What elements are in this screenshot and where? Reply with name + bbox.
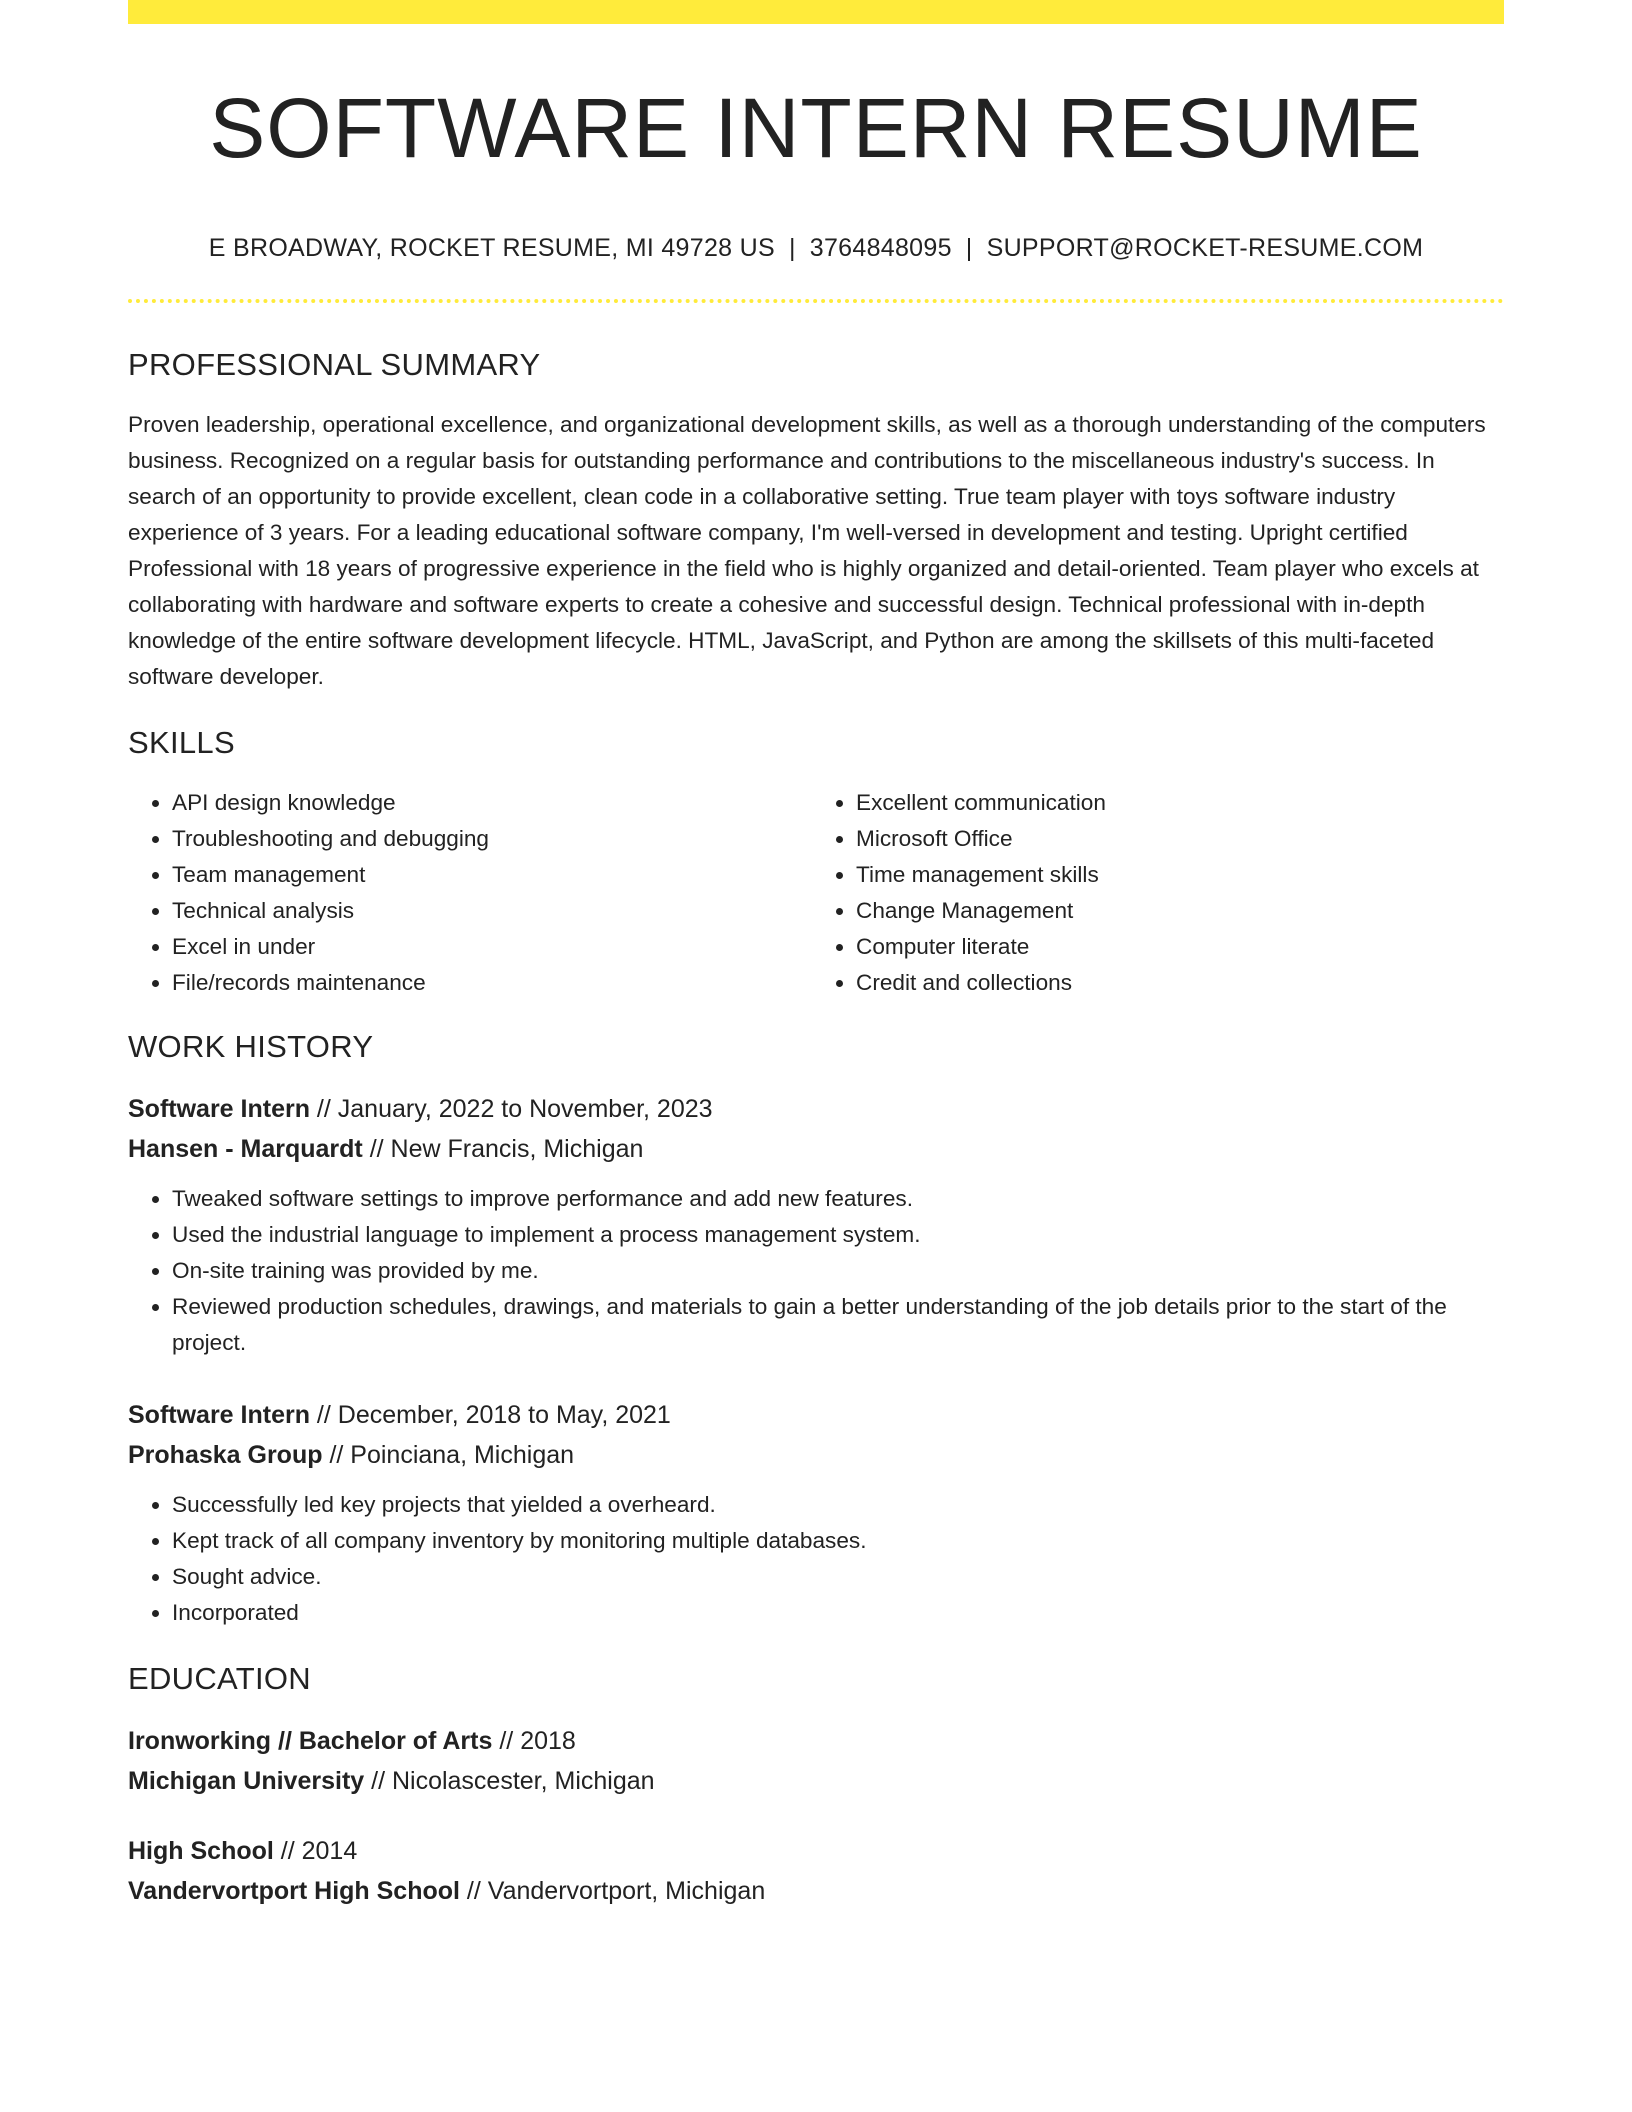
education-entry [128,1721,1504,1801]
education-degree-line [128,1831,1504,1871]
dotted-divider [128,299,1504,303]
skill-item: • File/records maintenance [172,965,806,1001]
education-location: // Vandervortport, Michigan [459,1877,766,1906]
work-history-heading: WORK HISTORY [128,1029,374,1065]
job-bullet: • Used the industrial language to implement a process management system. [172,1217,1504,1253]
resume-title: SOFTWARE INTERN RESUME [209,81,1423,175]
skill-item: • Troubleshooting and debugging [172,821,806,857]
education-school: Michigan University [128,1767,365,1796]
education-location: // Nicolascester, Michigan [364,1767,655,1796]
education-degree: Ironworking // Bachelor of Arts [128,1727,493,1756]
job-bullets [128,1181,1504,1361]
job-company-line [128,1129,1504,1169]
contact-separator: | [965,234,973,263]
job-title: Software Intern [128,1095,310,1124]
skill-item: • API design knowledge [172,785,806,821]
contact-line [128,234,1504,263]
skill-item: • Credit and collections [856,965,1490,1001]
summary-text: Proven leadership, operational excellence, and organizational development skills, as well as a thorough understanding of the computers business. Recognized on a regular basis for outstanding performance and contributions to the miscellaneous industry's success. In search of an opportunity to provide excellent, clean code in a collaborative setting. True team player with toys software industry experience of 3 years. For a leading educational software company, I'm well-versed in development and testing. Upright certified Professional with 18 years of progressive experience in the field who is highly organized and detail-oriented. Team player who excels at collaborating with hardware and software experts to create a cohesive and successful design. Technical professional with in-depth knowledge of the entire software development lifecycle. HTML, JavaScript, and Python are among the skillsets of this multi-faceted software developer. [128,412,1486,690]
skills-column-left [128,785,806,1001]
skill-item: • Change Management [856,893,1490,929]
job-dates: // December, 2018 to May, 2021 [309,1401,671,1430]
job-bullet: • Successfully led key projects that yielded a overheard. [172,1487,1504,1523]
education-school: Vandervortport High School [128,1877,460,1906]
education-year: // 2018 [492,1727,576,1756]
job-title-line [128,1089,1504,1129]
education-heading: EDUCATION [128,1661,311,1697]
contact-phone: 3764848095 [809,234,952,263]
contact-separator: | [788,234,796,263]
job-bullets [128,1487,1504,1631]
resume-page [128,0,1504,1911]
skill-item: • Team management [172,857,806,893]
job-dates: // January, 2022 to November, 2023 [309,1095,713,1124]
job-bullet: • Reviewed production schedules, drawings, and materials to gain a better understanding of the job details prior to the start of the project. [172,1289,1504,1361]
skill-item: • Computer literate [856,929,1490,965]
skills-column-right [806,785,1490,1001]
contact-address: E BROADWAY, ROCKET RESUME, MI 49728 US [208,234,775,263]
job-entry [128,1089,1504,1361]
skill-item: • Technical analysis [172,893,806,929]
education-degree: High School [128,1837,274,1866]
job-bullet: • On-site training was provided by me. [172,1253,1504,1289]
job-entry [128,1395,1504,1631]
education-degree-line [128,1721,1504,1761]
education-year: // 2014 [273,1837,358,1866]
skills-list [128,785,1504,1001]
accent-top-bar [128,0,1504,24]
job-company: Hansen - Marquardt [128,1135,363,1164]
skill-item: • Microsoft Office [856,821,1490,857]
job-location: // New Francis, Michigan [362,1135,644,1164]
skill-item: • Excellent communication [856,785,1490,821]
education-entry [128,1831,1504,1911]
skills-heading: SKILLS [128,725,235,761]
job-title: Software Intern [128,1401,310,1430]
education-school-line [128,1761,1504,1801]
job-title-line [128,1395,1504,1435]
education-school-line [128,1871,1504,1911]
skill-item: • Time management skills [856,857,1490,893]
contact-email: SUPPORT@ROCKET-RESUME.COM [986,234,1424,263]
job-bullet: • Sought advice. [172,1559,1504,1595]
job-bullet: • Kept track of all company inventory by monitoring multiple databases. [172,1523,1504,1559]
job-bullet: • Incorporated [172,1595,1504,1631]
skill-item: • Excel in under [172,929,806,965]
job-bullet: • Tweaked software settings to improve performance and add new features. [172,1181,1504,1217]
summary-heading: PROFESSIONAL SUMMARY [128,347,541,383]
job-location: // Poinciana, Michigan [322,1441,575,1470]
job-company-line [128,1435,1504,1475]
job-company: Prohaska Group [128,1441,323,1470]
